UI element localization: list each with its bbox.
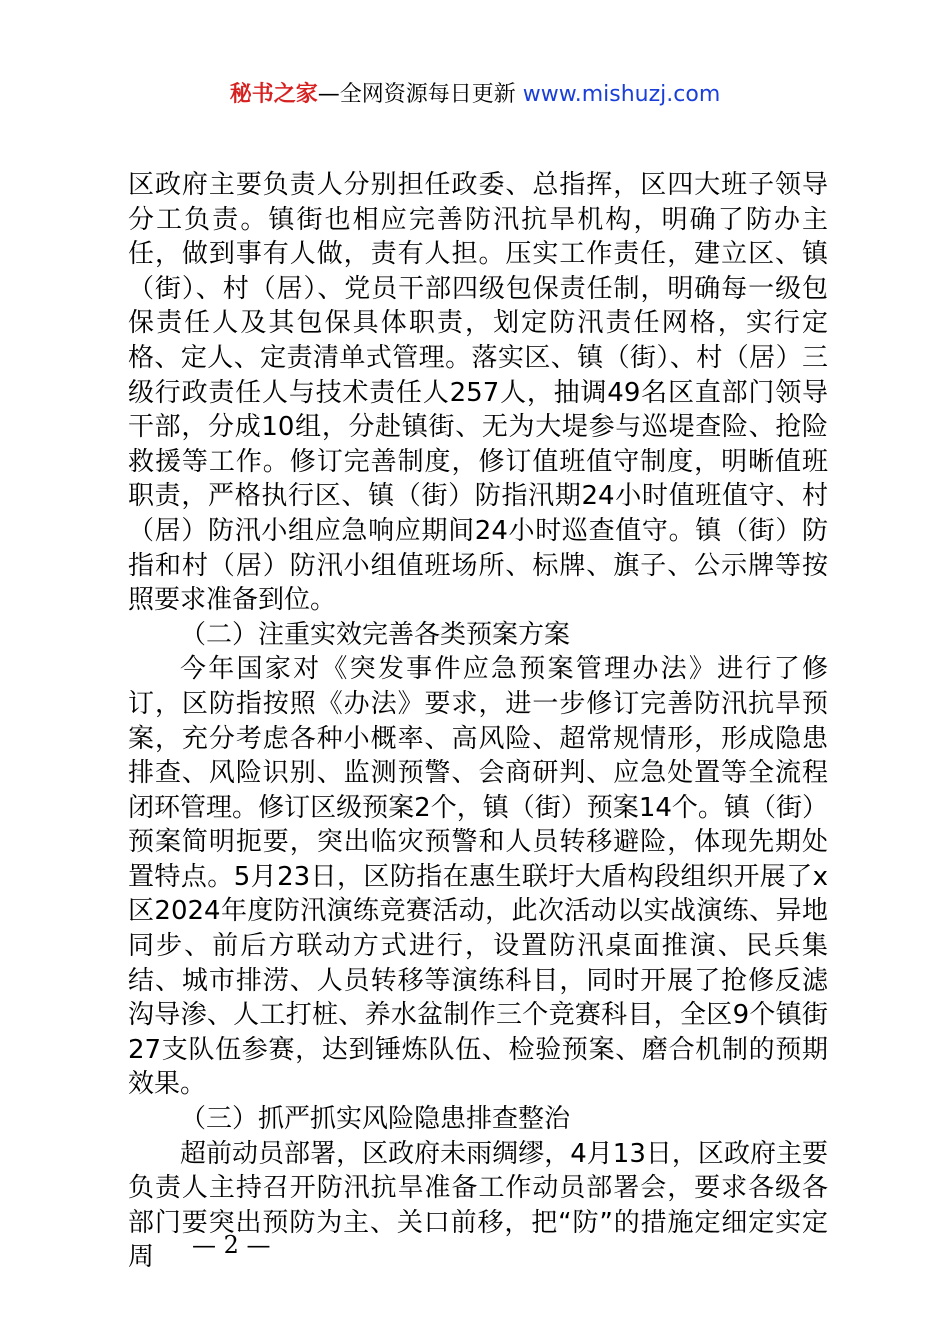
header-url[interactable]: www.mishuzj.com	[522, 82, 721, 107]
page-number: — 2 —	[192, 1231, 271, 1259]
paragraph-2: 今年国家对《突发事件应急预案管理办法》进行了修订，区防指按照《办法》要求，进一步修订完善防汛抗旱预案，充分考虑各种小概率、高风险、超常规情形，形成隐患排查、风险识别、监测预警、会商研判、应急处置等全流程闭环管理。修订区级预案2个，镇（街）预案14个。镇（街）预案简明扼要，突出临灾预警和人员转移避险，体现先期处置特点。5月23日，区防指在惠生联圩大盾构段组织开展了x区2024年度防汛演练竞赛活动，此次活动以实战演练、异地同步、前后方联动方式进行，设置防汛桌面推演、民兵集结、城市排涝、人员转移等演练科目，同时开展了抢修反滤沟导渗、人工打桩、养水盆制作三个竞赛科目，全区9个镇街27支队伍参赛，达到锤炼队伍、检验预案、磨合机制的预期效果。	[128, 654, 828, 1100]
section-heading-3: （三）抓严抓实风险隐患排查整治	[180, 1104, 571, 1135]
header-tagline: —全网资源每日更新	[317, 82, 523, 107]
section-heading-2: （二）注重实效完善各类预案方案	[180, 619, 571, 650]
header-brand: 秘书之家	[229, 82, 318, 107]
document-body	[128, 168, 828, 1275]
page-header	[0, 79, 950, 111]
paragraph-1: 区政府主要负责人分别担任政委、总指挥，区四大班子领导分工负责。镇街也相应完善防汛抗旱机构，明确了防办主任，做到事有人做，责有人担。压实工作责任，建立区、镇（街）、村（居）、党员干部四级包保责任制，明确每一级包保责任人及其包保具体职责，划定防汛责任网格，实行定格、定人、定责清单式管理。落实区、镇（街）、村（居）三级行政责任人与技术责任人257人，抽调49名区直部门领导干部，分成10组，分赴镇街、无为大堤参与巡堤查险、抢险救援等工作。修订完善制度，修订值班值守制度，明晰值班职责，严格执行区、镇（街）防指汛期24小时值班值守、村（居）防汛小组应急响应期间24小时巡查值守。镇（街）防指和村（居）防汛小组值班场所、标牌、旗子、公示牌等按照要求准备到位。	[128, 170, 828, 616]
paragraph-3: 超前动员部署，区政府未雨绸缪，4月13日，区政府主要负责人主持召开防汛抗旱准备工作动员部署会，要求各级各部门要突出预防为主、关口前移，把“防”的措施定细定实定周	[128, 1138, 828, 1273]
